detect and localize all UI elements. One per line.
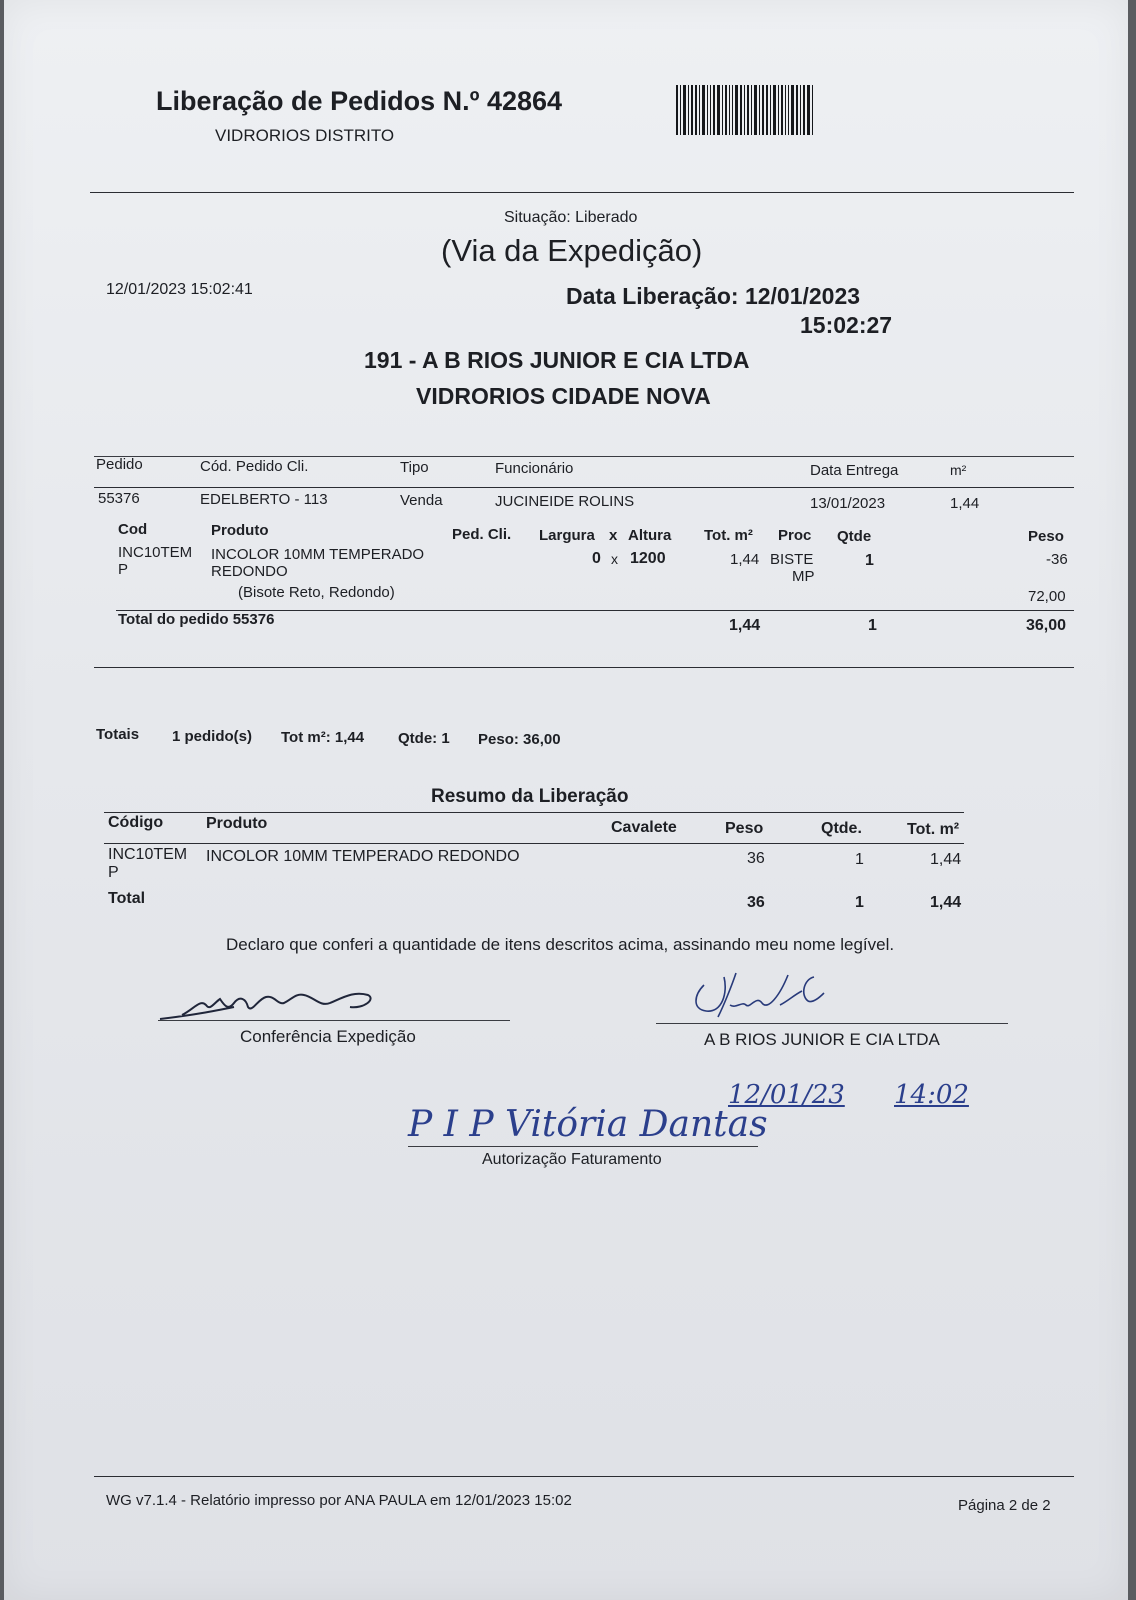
- barcode-bar: [781, 85, 783, 135]
- barcode-bar: [770, 85, 771, 135]
- autorizacao-signature-line: [408, 1146, 758, 1147]
- totais-pedidos: 1 pedido(s): [172, 728, 253, 745]
- item-header-largura: Largura: [539, 527, 595, 544]
- footer-print-info: WG v7.1.4 - Relatório impresso por ANA PAULA em 12/01/2023 15:02: [106, 1492, 572, 1509]
- order-data-entrega: 13/01/2023: [810, 495, 886, 512]
- issuer-company: VIDRORIOS DISTRITO: [215, 126, 395, 145]
- barcode-bar: [751, 85, 752, 135]
- item-cod-line1: INC10TEM: [118, 544, 193, 561]
- resumo-tot-m2: 1,44: [930, 851, 962, 868]
- barcode-bar: [747, 85, 749, 135]
- barcode-bar: [695, 85, 697, 135]
- col-header-tipo: Tipo: [400, 459, 429, 476]
- item-header-produto: Produto: [211, 522, 269, 539]
- barcode-bar: [688, 85, 689, 135]
- item-proc-line1: BISTE: [770, 551, 814, 568]
- col-header-data-entrega: Data Entrega: [810, 462, 899, 479]
- client-signature-line: [656, 1023, 1008, 1024]
- resumo-total-peso: 36: [747, 894, 765, 911]
- item-peso-line2: 72,00: [1028, 588, 1066, 605]
- release-date: Data Liberação: 12/01/2023: [566, 283, 861, 309]
- barcode-bar: [691, 85, 693, 135]
- item-tot-m2: 1,44: [730, 551, 760, 568]
- item-cod-line2: P: [118, 561, 129, 578]
- item-header-ped-cli: Ped. Cli.: [452, 526, 512, 543]
- resumo-header-peso: Peso: [725, 820, 764, 837]
- col-header-funcionario: Funcionário: [495, 460, 574, 477]
- item-header-tot-m2: Tot. m²: [704, 527, 753, 544]
- barcode-bar: [729, 85, 730, 135]
- resumo-total-label: Total: [108, 890, 146, 907]
- barcode-bar: [722, 85, 723, 135]
- barcode: [676, 85, 848, 135]
- col-header-m2: m²: [950, 462, 967, 478]
- barcode-bar: [773, 85, 776, 135]
- order-total-m2: 1,44: [729, 617, 761, 634]
- resumo-total-tot-m2: 1,44: [930, 894, 962, 911]
- totais-label: Totais: [96, 726, 140, 743]
- order-table-top-rule: [94, 456, 1074, 457]
- resumo-codigo-line2: P: [108, 864, 119, 881]
- document-title: Liberação de Pedidos N.º 42864: [156, 86, 563, 116]
- barcode-bar: [785, 85, 786, 135]
- barcode-bar: [702, 85, 705, 135]
- item-altura: 1200: [630, 550, 666, 567]
- client-store: VIDRORIOS CIDADE NOVA: [416, 383, 711, 409]
- footer-page-number: Página 2 de 2: [958, 1497, 1051, 1514]
- item-qtde: 1: [865, 552, 874, 569]
- barcode-bar: [707, 85, 708, 135]
- totais-peso: Peso: 36,00: [478, 731, 561, 748]
- item-peso-line1: -36: [1046, 551, 1068, 568]
- barcode-bar: [713, 85, 715, 135]
- barcode-bar: [744, 85, 745, 135]
- handwritten-time: 14:02: [894, 1080, 969, 1110]
- col-header-cod-pedido-cli: Cód. Pedido Cli.: [200, 458, 309, 475]
- print-timestamp: 12/01/2023 15:02:41: [106, 281, 253, 298]
- order-total-qtde: 1: [868, 617, 877, 634]
- handwritten-date: 12/01/23: [728, 1080, 845, 1110]
- item-detail: (Bisote Reto, Redondo): [238, 584, 395, 601]
- header-divider: [90, 192, 1074, 193]
- barcode-bar: [680, 85, 681, 135]
- barcode-bar: [710, 85, 711, 135]
- barcode-bar: [762, 85, 764, 135]
- barcode-bar: [812, 85, 813, 135]
- document-page: [4, 0, 1128, 1600]
- col-header-pedido: Pedido: [96, 456, 143, 473]
- item-proc-line2: MP: [792, 568, 815, 585]
- item-header-cod: Cod: [118, 521, 148, 538]
- item-largura: 0: [592, 550, 601, 567]
- order-tipo: Venda: [400, 492, 443, 509]
- barcode-bar: [683, 85, 686, 135]
- resumo-header-tot-m2: Tot. m²: [907, 821, 960, 838]
- barcode-bar: [791, 85, 794, 135]
- barcode-bar: [740, 85, 742, 135]
- release-time: 15:02:27: [800, 312, 893, 338]
- barcode-bar: [803, 85, 805, 135]
- order-total-label: Total do pedido 55376: [118, 611, 275, 628]
- item-header-qtde: Qtde: [837, 528, 872, 545]
- order-m2: 1,44: [950, 495, 980, 512]
- resumo-top-rule: [104, 812, 964, 813]
- barcode-bar: [676, 85, 678, 135]
- totais-m2: Tot m²: 1,44: [281, 729, 365, 746]
- order-pedido: 55376: [98, 490, 140, 507]
- resumo-total-qtde: 1: [855, 894, 864, 911]
- item-header-altura: Altura: [628, 527, 672, 544]
- barcode-bar: [735, 85, 738, 135]
- barcode-bar: [759, 85, 760, 135]
- resumo-peso: 36: [747, 850, 765, 867]
- resumo-header-produto: Produto: [206, 815, 268, 832]
- autorizacao-label: Autorização Faturamento: [482, 1151, 662, 1168]
- copy-type: (Via da Expedição): [441, 233, 703, 268]
- order-cod-pedido-cli: EDELBERTO - 113: [200, 491, 328, 508]
- resumo-produto: INCOLOR 10MM TEMPERADO REDONDO: [206, 848, 520, 865]
- item-produto-line1: INCOLOR 10MM TEMPERADO: [211, 546, 425, 563]
- resumo-codigo-line1: INC10TEM: [108, 846, 188, 863]
- barcode-bar: [788, 85, 789, 135]
- item-header-proc: Proc: [778, 527, 812, 544]
- barcode-bar: [807, 85, 810, 135]
- order-table-header-rule: [94, 487, 1074, 488]
- barcode-bar: [800, 85, 801, 135]
- totais-qtde: Qtde: 1: [398, 730, 450, 747]
- barcode-bar: [796, 85, 798, 135]
- resumo-header-codigo: Código: [108, 814, 164, 831]
- footer-rule: [94, 1476, 1074, 1477]
- resumo-title: Resumo da Liberação: [431, 786, 629, 807]
- item-produto-line2: REDONDO: [211, 563, 288, 580]
- conferencia-signature: [154, 985, 514, 1025]
- item-header-peso: Peso: [1028, 528, 1064, 545]
- conferencia-signature-line: [158, 1020, 510, 1021]
- order-section-bottom-rule: [94, 667, 1074, 668]
- resumo-header-cavalete: Cavalete: [611, 819, 677, 836]
- client-name: 191 - A B RIOS JUNIOR E CIA LTDA: [364, 347, 750, 373]
- resumo-header-rule: [104, 843, 964, 844]
- resumo-qtde: 1: [855, 851, 864, 868]
- barcode-bar: [717, 85, 720, 135]
- client-signature-label: A B RIOS JUNIOR E CIA LTDA: [704, 1030, 940, 1049]
- order-total-peso: 36,00: [1026, 617, 1067, 634]
- barcode-bar: [766, 85, 768, 135]
- item-header-x: x: [609, 527, 618, 544]
- barcode-bar: [725, 85, 727, 135]
- conferencia-label: Conferência Expedição: [240, 1027, 416, 1046]
- barcode-bar: [732, 85, 733, 135]
- barcode-bar: [754, 85, 757, 135]
- barcode-bar: [778, 85, 779, 135]
- declaration-text: Declaro que conferi a quantidade de itens descritos acima, assinando meu nome legível.: [226, 935, 895, 954]
- barcode-bar: [699, 85, 700, 135]
- order-funcionario: JUCINEIDE ROLINS: [495, 493, 635, 510]
- item-x: x: [611, 551, 618, 567]
- resumo-header-qtde: Qtde.: [821, 820, 862, 837]
- status-text: Situação: Liberado: [504, 209, 638, 226]
- client-signature: [684, 965, 884, 1025]
- handwritten-name: P I P Vitória Dantas: [408, 1104, 768, 1145]
